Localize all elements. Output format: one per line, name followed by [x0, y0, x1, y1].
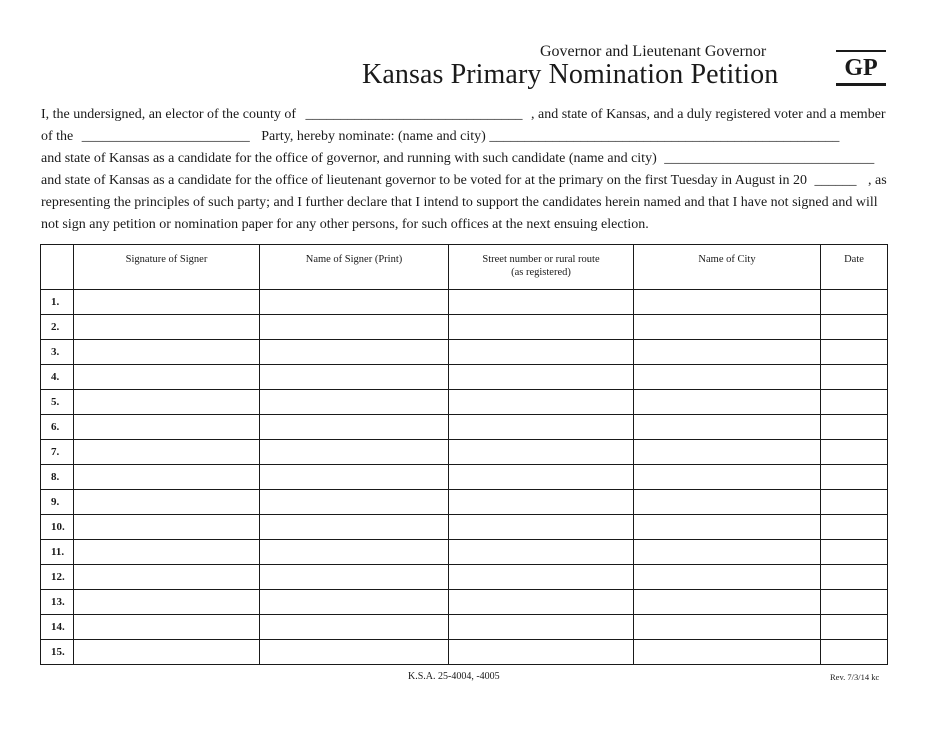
street-cell[interactable]: [449, 465, 634, 490]
declaration-paragraph: [41, 104, 921, 236]
table-row: [41, 440, 888, 465]
street-cell[interactable]: [449, 565, 634, 590]
name-cell[interactable]: [260, 565, 449, 590]
city-cell[interactable]: [634, 490, 821, 515]
name-cell[interactable]: [260, 340, 449, 365]
table-row: [41, 315, 888, 340]
table-row: [41, 340, 888, 365]
party-field[interactable]: ________________________: [81, 129, 250, 144]
signature-cell[interactable]: [74, 390, 260, 415]
signature-cell[interactable]: [74, 640, 260, 665]
date-cell[interactable]: [821, 540, 888, 565]
signature-cell[interactable]: [74, 315, 260, 340]
county-field[interactable]: _______________________________: [305, 107, 523, 122]
declaration-text: I, the undersigned, an elector of the county of: [41, 107, 297, 122]
column-header-street-line1: Street number or rural route: [482, 254, 600, 265]
date-cell[interactable]: [821, 515, 888, 540]
declaration-text: and state of Kansas as a candidate for the office of governor, and running with such candidate (name and city): [41, 151, 657, 166]
date-cell[interactable]: [821, 565, 888, 590]
street-cell[interactable]: [449, 490, 634, 515]
table-row: [41, 390, 888, 415]
declaration-line-6: not sign any petition or nomination paper for any other persons, for such offices at the next ensuing election.: [41, 217, 649, 232]
city-cell[interactable]: [634, 415, 821, 440]
signature-cell[interactable]: [74, 490, 260, 515]
signature-table: [40, 244, 888, 665]
statute-reference: K.S.A. 25-4004, -4005: [408, 671, 500, 682]
row-number: 15.: [41, 640, 74, 665]
column-header-city: Name of City: [634, 245, 821, 290]
signature-cell[interactable]: [74, 440, 260, 465]
city-cell[interactable]: [634, 540, 821, 565]
name-cell[interactable]: [260, 540, 449, 565]
city-cell[interactable]: [634, 365, 821, 390]
year-field[interactable]: ______: [814, 173, 857, 188]
street-cell[interactable]: [449, 540, 634, 565]
revision-note: Rev. 7/3/14 kc: [830, 672, 880, 682]
date-cell[interactable]: [821, 415, 888, 440]
street-cell[interactable]: [449, 340, 634, 365]
table-row: [41, 590, 888, 615]
declaration-text: Party, hereby nominate: (name and city): [261, 129, 486, 144]
street-cell[interactable]: [449, 515, 634, 540]
street-cell[interactable]: [449, 290, 634, 315]
name-cell[interactable]: [260, 365, 449, 390]
signature-cell[interactable]: [74, 590, 260, 615]
row-number: 7.: [41, 440, 74, 465]
table-row: [41, 565, 888, 590]
city-cell[interactable]: [634, 390, 821, 415]
table-row: [41, 290, 888, 315]
signature-cell[interactable]: [74, 415, 260, 440]
table-row: [41, 415, 888, 440]
date-cell[interactable]: [821, 390, 888, 415]
city-cell[interactable]: [634, 590, 821, 615]
table-row: [41, 365, 888, 390]
row-number: 3.: [41, 340, 74, 365]
column-header-name: Name of Signer (Print): [260, 245, 449, 290]
date-cell[interactable]: [821, 340, 888, 365]
lt-governor-candidate-field[interactable]: ______________________________: [664, 151, 875, 166]
row-number: 4.: [41, 365, 74, 390]
street-cell[interactable]: [449, 640, 634, 665]
row-number: 14.: [41, 615, 74, 640]
street-cell[interactable]: [449, 615, 634, 640]
column-header-signature: Signature of Signer: [74, 245, 260, 290]
name-cell[interactable]: [260, 290, 449, 315]
date-cell[interactable]: [821, 590, 888, 615]
name-cell[interactable]: [260, 390, 449, 415]
form-subtitle: Governor and Lieutenant Governor: [540, 43, 767, 60]
signature-cell[interactable]: [74, 615, 260, 640]
date-cell[interactable]: [821, 290, 888, 315]
signature-cell[interactable]: [74, 340, 260, 365]
signature-cell[interactable]: [74, 365, 260, 390]
column-header-date: Date: [821, 245, 888, 290]
column-header-street: [449, 245, 634, 290]
governor-candidate-field[interactable]: __________________________________________________: [489, 129, 840, 144]
city-cell[interactable]: [634, 615, 821, 640]
row-number: 9.: [41, 490, 74, 515]
declaration-line-3: [41, 148, 921, 170]
street-cell[interactable]: [449, 415, 634, 440]
street-cell[interactable]: [449, 315, 634, 340]
street-cell[interactable]: [449, 390, 634, 415]
city-cell[interactable]: [634, 465, 821, 490]
city-cell[interactable]: [634, 340, 821, 365]
name-cell[interactable]: [260, 640, 449, 665]
row-number: 10.: [41, 515, 74, 540]
row-number: 6.: [41, 415, 74, 440]
table-row: [41, 615, 888, 640]
declaration-line-4: [41, 170, 921, 192]
table-row: [41, 490, 888, 515]
table-row: [41, 540, 888, 565]
name-cell[interactable]: [260, 515, 449, 540]
name-cell[interactable]: [260, 590, 449, 615]
form-title: Kansas Primary Nomination Petition: [362, 59, 779, 90]
declaration-line-5: representing the principles of such party; and I further declare that I intend to support the candidates herein named and that I have not signed and will: [41, 195, 878, 210]
row-number: 12.: [41, 565, 74, 590]
declaration-line-2: [41, 126, 921, 148]
column-header-street-line2: (as registered): [511, 267, 571, 278]
declaration-text: , as: [868, 173, 887, 188]
name-cell[interactable]: [260, 415, 449, 440]
name-cell[interactable]: [260, 440, 449, 465]
signature-cell[interactable]: [74, 465, 260, 490]
date-cell[interactable]: [821, 365, 888, 390]
signature-cell[interactable]: [74, 290, 260, 315]
declaration-text: of the: [41, 129, 74, 144]
name-cell[interactable]: [260, 490, 449, 515]
city-cell[interactable]: [634, 515, 821, 540]
table-row: [41, 515, 888, 540]
city-cell[interactable]: [634, 565, 821, 590]
table-row: [41, 640, 888, 665]
date-cell[interactable]: [821, 315, 888, 340]
name-cell[interactable]: [260, 465, 449, 490]
row-number: 2.: [41, 315, 74, 340]
row-number: 13.: [41, 590, 74, 615]
column-header-number: [41, 245, 74, 290]
declaration-line-1: [41, 104, 921, 126]
city-cell[interactable]: [634, 640, 821, 665]
street-cell[interactable]: [449, 440, 634, 465]
declaration-text: and state of Kansas as a candidate for the office of lieutenant governor to be voted for at the primary on the first Tuesday in August in 20: [41, 173, 808, 188]
signature-cell[interactable]: [74, 565, 260, 590]
form-code-badge: GP: [836, 50, 886, 86]
date-cell[interactable]: [821, 640, 888, 665]
table-header-row: [41, 245, 888, 290]
row-number: 5.: [41, 390, 74, 415]
row-number: 1.: [41, 290, 74, 315]
date-cell[interactable]: [821, 615, 888, 640]
row-number: 8.: [41, 465, 74, 490]
name-cell[interactable]: [260, 315, 449, 340]
date-cell[interactable]: [821, 440, 888, 465]
name-cell[interactable]: [260, 615, 449, 640]
table-row: [41, 465, 888, 490]
signature-cell[interactable]: [74, 540, 260, 565]
street-cell[interactable]: [449, 590, 634, 615]
date-cell[interactable]: [821, 490, 888, 515]
date-cell[interactable]: [821, 465, 888, 490]
city-cell[interactable]: [634, 315, 821, 340]
row-number: 11.: [41, 540, 74, 565]
declaration-text: , and state of Kansas, and a duly registered voter and a member: [531, 107, 886, 122]
signature-cell[interactable]: [74, 515, 260, 540]
street-cell[interactable]: [449, 365, 634, 390]
city-cell[interactable]: [634, 290, 821, 315]
city-cell[interactable]: [634, 440, 821, 465]
